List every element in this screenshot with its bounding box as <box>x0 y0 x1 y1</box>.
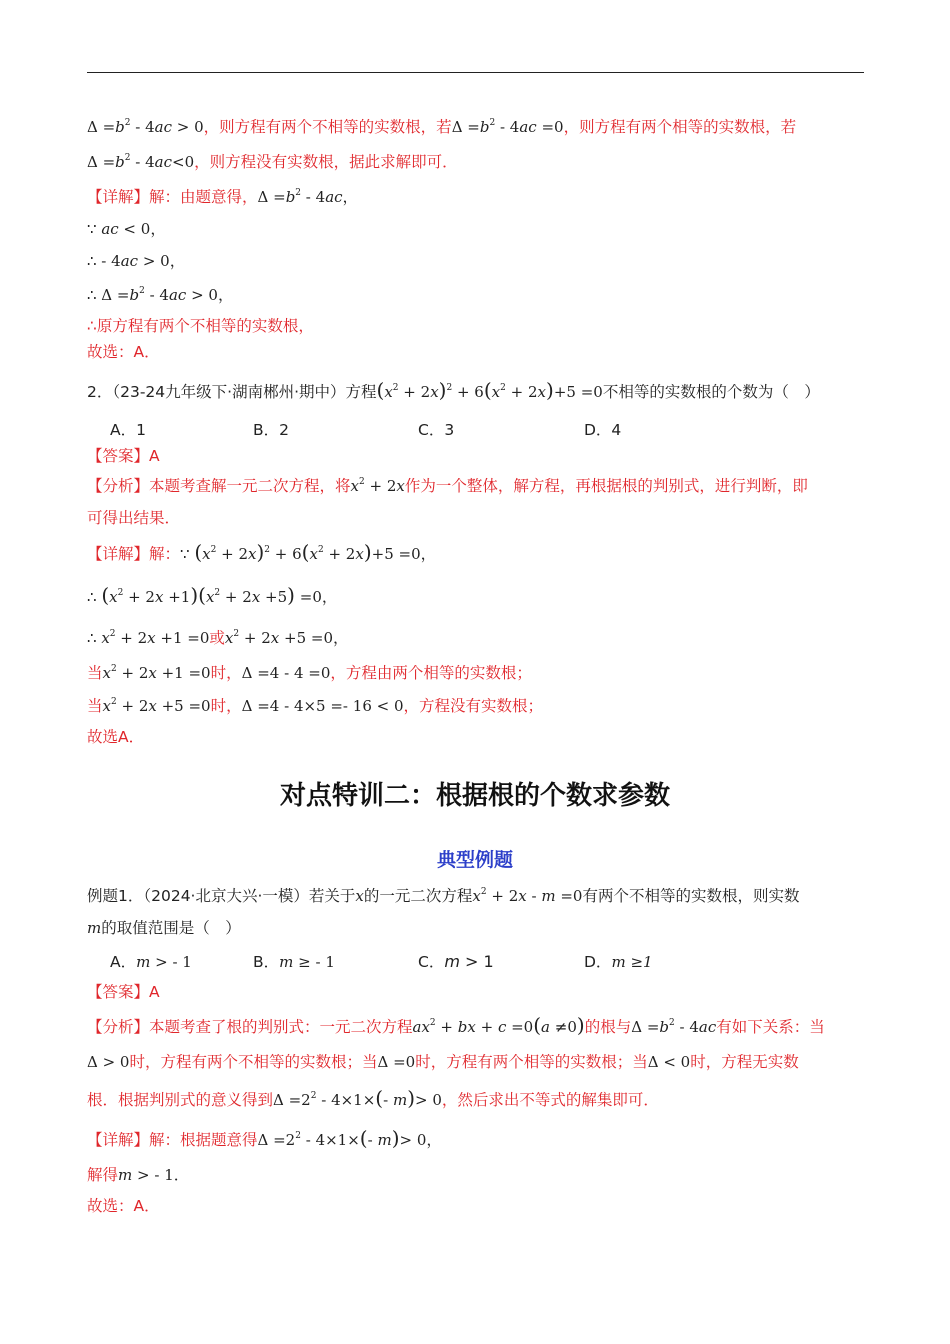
choose-line: 故选：A． <box>87 1197 160 1215</box>
text-line: $\Delta =b^2 - 4ac > 0$，则方程有两个不相等的实数根，若$\Delta =b^2 - 4ac =0$，则方程有两个相等的实数根，若 <box>87 118 797 136</box>
header-rule <box>87 72 864 73</box>
analysis-line: 根．根据判别式的意义得到$\Delta =2^2 - 4\times 1\times(-$ m)> 0，然后求出不等式的解集即可． <box>87 1086 659 1110</box>
option-c: C．m > 1 <box>418 952 494 971</box>
question-2: 2．（23-24九年级下·湖南郴州·期中）方程$(x^2 + 2x)^2 + 6(x^2 + 2x)+5 =0$不相等的实数根的个数为（ ） <box>87 378 820 402</box>
text-line: 【详解】解：由题意得，$\Delta =b^2 - 4ac$， <box>87 188 359 206</box>
detail-line: 当$x^2 + 2x +5 =0$时，Δ =4 - 4×5 =- 16 < 0，方程没有实数根； <box>87 697 544 715</box>
section-subtitle: 典型例题 <box>436 849 513 871</box>
analysis-line: 【分析】本题考查了根的判别式：一元二次方程$ax^2$ + bx + c =0(a ≠0)的根与$\Delta =b^2 - 4ac$有如下关系：当 <box>87 1013 825 1037</box>
text-line: ∴原方程有两个不相等的实数根， <box>87 317 314 335</box>
option-d: D．m ≥1 <box>584 953 653 971</box>
answer-label: 【答案】A <box>87 983 160 1001</box>
option-b: B．m ≥ - 1 <box>253 953 335 971</box>
detail-line: 当$x^2 + 2x +1 =0$时，Δ =4 - 4 =0，方程由两个相等的实数根； <box>87 664 532 682</box>
example-1-line2: m的取值范围是（ ） <box>87 919 241 937</box>
detail-line: 解得m > - 1． <box>87 1166 190 1184</box>
choose-line: 故选A． <box>87 728 145 746</box>
example-1: 例题1．（2024·北京大兴·一模）若关于x的一元二次方程$x^2 + 2x - m =0$有两个不相等的实数根，则实数 <box>87 887 800 905</box>
section-title: 对点特训二：根据根的个数求参数 <box>279 781 670 811</box>
text-line: 故选：A． <box>87 343 160 361</box>
text-line: ∴ - 4ac > 0， <box>87 252 186 270</box>
analysis-line: 【分析】本题考查解一元二次方程，将$x^2 + 2x$作为一个整体，解方程，再根据根的判别式，进行判断，即 <box>87 477 808 495</box>
option-b: B．2 <box>253 421 289 439</box>
detail-line: ∴ $x^2 + 2x +1 =0$或$x^2 + 2x +5 =0$， <box>87 629 349 647</box>
answer-label: 【答案】A <box>87 447 160 465</box>
analysis-line: Δ > 0时，方程有两个不相等的实数根；当Δ =0时，方程有两个相等的实数根；当Δ < 0时，方程无实数 <box>87 1053 799 1071</box>
option-c: C．3 <box>418 421 455 439</box>
detail-line: 【详解】解：∵ $(x^2 + 2x)^2 + 6(x^2 + 2x)+5 =0$， <box>87 540 437 564</box>
option-d: D．4 <box>584 421 622 439</box>
text-line: ∴ $\Delta =b^2 - 4ac > 0$， <box>87 286 234 304</box>
option-a: A．m > - 1 <box>110 953 192 971</box>
detail-line: ∴ $(x^2 + 2x +1)(x^2 + 2x +5) =0$， <box>87 583 338 607</box>
analysis-line: 可得出结果． <box>87 509 181 527</box>
detail-line: 【详解】解：根据题意得$\Delta =2^2 - 4\times 1\times(-$ m)> 0， <box>87 1126 442 1150</box>
option-a: A．1 <box>110 421 146 439</box>
text-line: $\Delta =b^2 - 4ac<0$，则方程没有实数根，据此求解即可． <box>87 153 458 171</box>
text-line: ∵ ac < 0， <box>87 220 166 238</box>
